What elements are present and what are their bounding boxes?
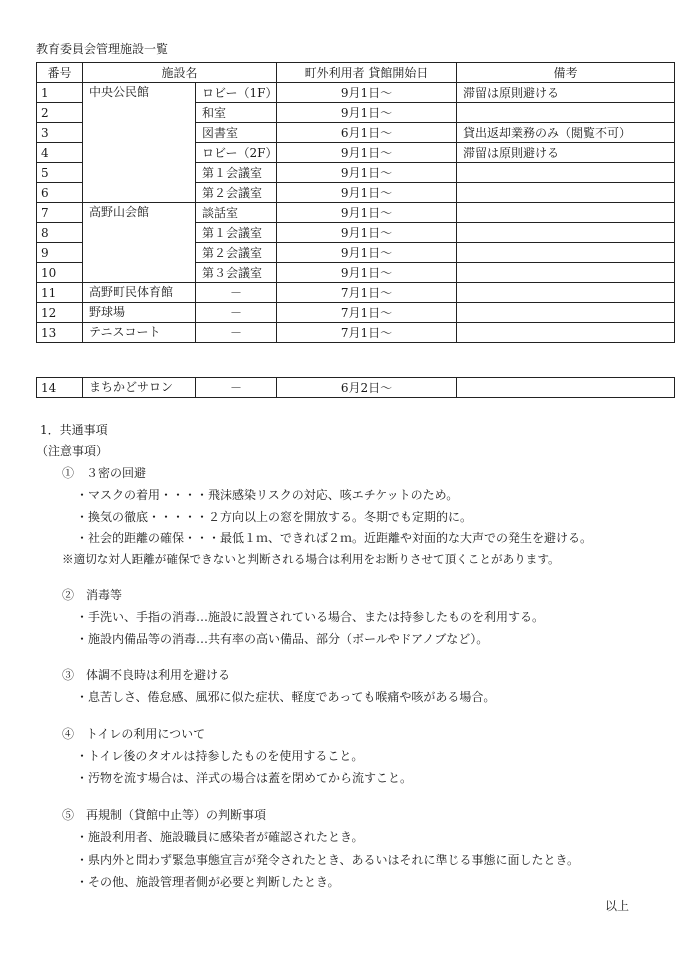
item-line: ・県内外と問わず緊急事態宣言が発令されたとき、あるいはそれに準じる事態に面したとき。 — [76, 853, 580, 867]
start-date: 9月1日～ — [277, 223, 457, 243]
header-no: 番号 — [37, 63, 83, 83]
room-name: 第２会議室 — [196, 243, 277, 263]
row-number: 2 — [37, 103, 83, 123]
room-name: － — [196, 323, 277, 343]
item-title: ⑤ 再規制（貸館中止等）の判断事項 — [62, 808, 267, 822]
item-note: ※適切な対人距離が確保できないと判断される場合は利用をお断りさせて頂くことがあります。 — [62, 552, 560, 566]
facility-name: 高野町民体育館 — [83, 283, 196, 303]
extra-facility-table — [36, 377, 675, 398]
facility-table — [36, 62, 675, 343]
room-name: ロビー（2F） — [196, 143, 277, 163]
item-title: ④ トイレの利用について — [62, 727, 206, 741]
header-note: 備考 — [457, 63, 675, 83]
row-number: 7 — [37, 203, 83, 223]
row-number: 9 — [37, 243, 83, 263]
remark — [457, 323, 675, 343]
row-number: 4 — [37, 143, 83, 163]
header-date: 町外利用者 貸館開始日 — [277, 63, 457, 83]
start-date: 9月1日～ — [277, 263, 457, 283]
row-number: 3 — [37, 123, 83, 143]
table-row — [37, 83, 675, 103]
remark — [457, 263, 675, 283]
start-date: 9月1日～ — [277, 183, 457, 203]
row-number: 6 — [37, 183, 83, 203]
room-name: 第１会議室 — [196, 163, 277, 183]
item-line: ・施設利用者、施設職員に感染者が確認されたとき。 — [76, 830, 364, 844]
facility-name: まちかどサロン — [83, 378, 196, 398]
start-date: 9月1日～ — [277, 83, 457, 103]
start-date: 7月1日～ — [277, 283, 457, 303]
room-name: 談話室 — [196, 203, 277, 223]
remark: 貸出返却業務のみ（閲覧不可） — [457, 123, 675, 143]
start-date: 9月1日～ — [277, 163, 457, 183]
item-line: ・換気の徹底・・・・・２方向以上の窓を開放する。冬期でも定期的に。 — [76, 510, 473, 524]
item-line: ・その他、施設管理者側が必要と判断したとき。 — [76, 875, 340, 889]
remark: 滞留は原則避ける — [457, 83, 675, 103]
item-line: ・マスクの着用・・・・飛沫感染リスクの対応、咳エチケットのため。 — [76, 488, 459, 502]
room-name: ロビー（1F） — [196, 83, 277, 103]
facility-name: 中央公民館 — [83, 83, 196, 203]
row-number: 14 — [37, 378, 83, 398]
room-name: － — [196, 303, 277, 323]
remark — [457, 183, 675, 203]
remark — [457, 283, 675, 303]
table-row — [37, 283, 675, 303]
start-date: 9月1日～ — [277, 203, 457, 223]
start-date: 7月1日～ — [277, 323, 457, 343]
start-date: 7月1日～ — [277, 303, 457, 323]
start-date: 9月1日～ — [277, 103, 457, 123]
row-number: 1 — [37, 83, 83, 103]
remark — [457, 203, 675, 223]
section-heading: 1．共通事項 — [40, 423, 108, 437]
row-number: 12 — [37, 303, 83, 323]
room-name: 和室 — [196, 103, 277, 123]
closing-text: 以上 — [605, 899, 630, 913]
item-line: ・汚物を流す場合は、洋式の場合は蓋を閉めてから流すこと。 — [76, 771, 413, 785]
item-title: ② 消毒等 — [62, 588, 123, 602]
page-title: 教育委員会管理施設一覧 — [36, 42, 169, 56]
start-date: 6月2日～ — [277, 378, 457, 398]
section-subheading: （注意事項） — [36, 444, 109, 458]
table-row — [37, 203, 675, 223]
table-row — [37, 323, 675, 343]
row-number: 11 — [37, 283, 83, 303]
item-line: ・施設内備品等の消毒…共有率の高い備品、部分（ボールやドアノブなど）。 — [76, 632, 489, 646]
table-row — [37, 378, 675, 398]
facility-name: 野球場 — [83, 303, 196, 323]
facility-name: テニスコート — [83, 323, 196, 343]
room-name: － — [196, 283, 277, 303]
room-name: 図書室 — [196, 123, 277, 143]
room-name: － — [196, 378, 277, 398]
row-number: 8 — [37, 223, 83, 243]
room-name: 第３会議室 — [196, 263, 277, 283]
item-title: ① ３密の回避 — [62, 466, 147, 480]
start-date: 9月1日～ — [277, 243, 457, 263]
item-line: ・社会的距離の確保・・・最低１ｍ、できれば２ｍ。近距離や対面的な大声での発生を避ける。 — [76, 531, 593, 545]
row-number: 5 — [37, 163, 83, 183]
remark — [457, 103, 675, 123]
row-number: 10 — [37, 263, 83, 283]
remark — [457, 163, 675, 183]
remark — [457, 303, 675, 323]
table-row — [37, 303, 675, 323]
remark — [457, 223, 675, 243]
remark — [457, 243, 675, 263]
room-name: 第１会議室 — [196, 223, 277, 243]
facility-name: 高野山会館 — [83, 203, 196, 283]
item-line: ・手洗い、手指の消毒…施設に設置されている場合、または持参したものを利用する。 — [76, 610, 545, 624]
start-date: 9月1日～ — [277, 143, 457, 163]
remark: 滞留は原則避ける — [457, 143, 675, 163]
remark — [457, 378, 675, 398]
room-name: 第２会議室 — [196, 183, 277, 203]
header-facility: 施設名 — [83, 63, 277, 83]
row-number: 13 — [37, 323, 83, 343]
item-line: ・息苦しさ、倦怠感、風邪に似た症状、軽度であっても喉痛や咳がある場合。 — [76, 690, 496, 704]
item-title: ③ 体調不良時は利用を避ける — [62, 668, 231, 682]
start-date: 6月1日～ — [277, 123, 457, 143]
table-header-row — [37, 63, 675, 83]
item-line: ・トイレ後のタオルは持参したものを使用すること。 — [76, 749, 364, 763]
